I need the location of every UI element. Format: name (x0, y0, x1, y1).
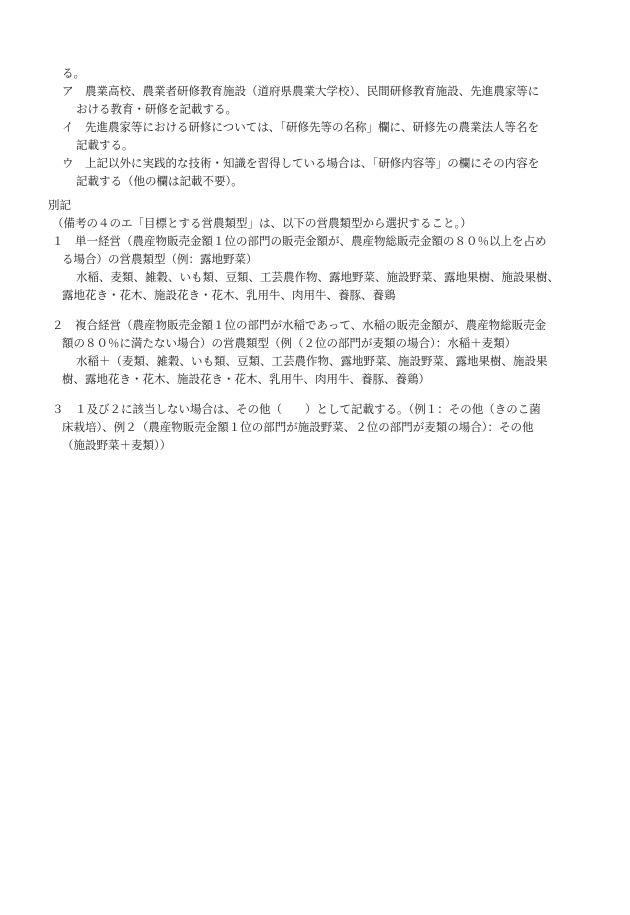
list-item: １ 単一経営（農産物販売金額１位の部門の販売金額が、農産物総販売金額の８０％以上を占め (52, 234, 547, 248)
text-line: ウ 上記以外に実践的な技術・知識を習得している場合は、「研修内容等」の欄にその内容を (62, 156, 540, 170)
text-line: 樹、露地花き・花木、施設花き・花木、乳用牛、肉用牛、養豚、養鶏） (62, 372, 430, 386)
text-line: 記載する（他の欄は記載不要）。 (76, 174, 243, 188)
text-line: ア 農業高校、農業者研修教育施設（道府県農業大学校）、民間研修教育施設、先進農家等に (62, 84, 540, 98)
text-line: おける教育・研修を記載する。 (76, 102, 237, 116)
list-item: ２ 複合経営（農産物販売金額１位の部門が水稲であって、水稲の販売金額が、農産物総販売金 (52, 318, 547, 332)
list-item: ３ １及び２に該当しない場合は、その他（ ）として記載する。（例１：その他（きのこ菌 (52, 402, 541, 416)
text-line: 床栽培）、例２（農産物販売金額１位の部門が施設野菜、２位の部門が麦類の場合）：その他 (62, 420, 534, 434)
section-heading: 別記 (48, 198, 71, 212)
text-line: （施設野菜＋麦類）） (62, 438, 172, 452)
text-line: る。 (62, 66, 85, 80)
text-line: イ 先進農家等における研修については、「研修先等の名称」欄に、研修先の農業法人等名を (62, 120, 540, 134)
text-line: 記載する。 (76, 138, 134, 152)
text-line: （備考の４のエ「目標とする営農類型」は、以下の営農類型から選択すること。） (52, 216, 472, 230)
text-line: 水稲、麦類、雑穀、いも類、豆類、工芸農作物、露地野菜、施設野菜、露地果樹、施設果樹、 (76, 270, 559, 284)
text-line: 水稲＋（麦類、雑穀、いも類、豆類、工芸農作物、露地野菜、施設野菜、露地果樹、施設果 (76, 354, 548, 368)
text-line: る場合）の営農類型（例：露地野菜） (62, 252, 258, 266)
text-line: 露地花き・花木、施設花き・花木、乳用牛、肉用牛、養豚、養鶏 (62, 288, 396, 302)
text-line: 額の８０％に満たない場合）の営農類型（例（２位の部門が麦類の場合）：水稲＋麦類） (62, 336, 517, 350)
